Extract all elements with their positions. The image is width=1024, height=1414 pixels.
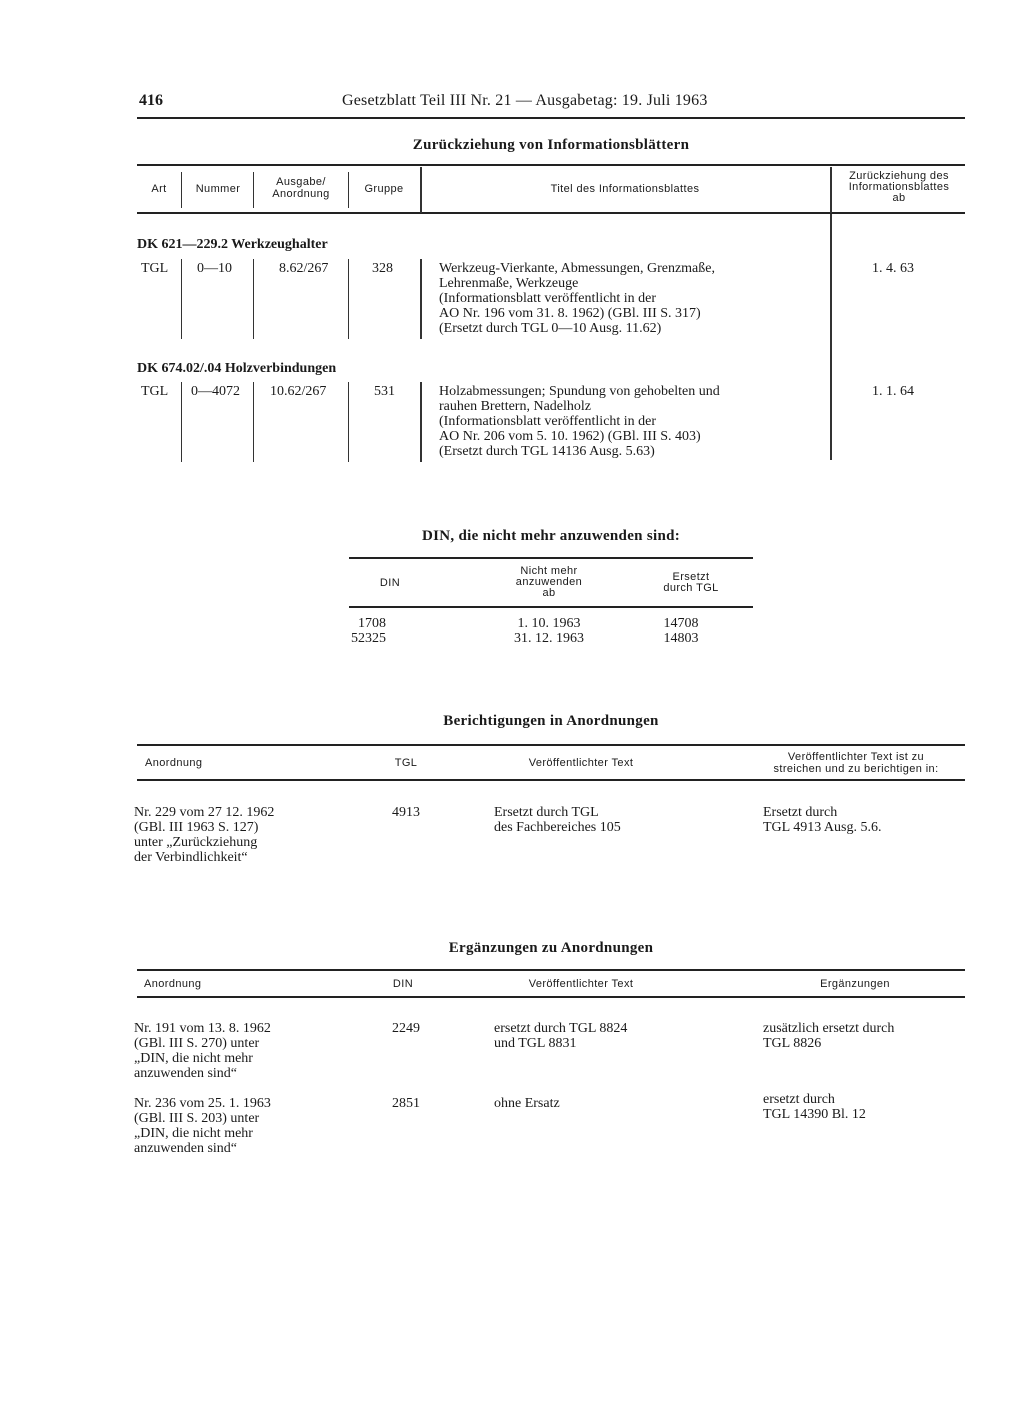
column-divider	[253, 382, 254, 462]
cell-anordnung: Nr. 229 vom 27 12. 1962 (GBl. III 1963 S. 127) unter „Zurückziehung der Verbindlichkeit“	[134, 805, 275, 865]
table-header-rule	[137, 996, 965, 998]
cell-ergaenzung: ersetzt durch TGL 14390 Bl. 12	[763, 1092, 866, 1122]
section-title: Berichtigungen in Anordnungen	[443, 713, 659, 729]
column-header-text: Veröffentlichter Text	[528, 757, 634, 769]
column-header-zurueckziehung: Zurückziehung des Informationsblattes ab	[848, 170, 950, 204]
cell-ersetzt-tgl: 14708	[663, 616, 699, 631]
cell-din: 2249	[392, 1021, 420, 1036]
column-divider	[181, 382, 182, 462]
cell-text: ohne Ersatz	[494, 1096, 560, 1111]
column-divider	[830, 167, 832, 213]
group-heading: DK 621—229.2 Werkzeughalter	[137, 237, 328, 252]
section-title: DIN, die nicht mehr anzuwenden sind:	[421, 528, 681, 544]
column-header-art: Art	[151, 183, 167, 195]
section-title: Zurückziehung von Informationsblättern	[412, 137, 690, 153]
column-header-titel: Titel des Informationsblattes	[550, 183, 700, 195]
page-number: 416	[139, 92, 163, 109]
table-top-rule	[137, 164, 965, 166]
cell-art: TGL	[141, 384, 169, 399]
cell-anordnung: Nr. 191 vom 13. 8. 1962 (GBl. III S. 270) unter „DIN, die nicht mehr anzuwenden sind“	[134, 1021, 271, 1081]
table-top-rule	[137, 744, 965, 746]
column-divider	[830, 214, 832, 460]
column-header-anordnung: Anordnung	[144, 978, 202, 990]
group-heading: DK 674.02/.04 Holzverbindungen	[137, 361, 337, 376]
cell-din: 1708	[358, 616, 386, 631]
column-header-ersetzt: Ersetzt durch TGL	[663, 571, 719, 594]
table-top-rule	[349, 557, 753, 559]
table-header-rule	[137, 779, 965, 781]
cell-ab: 1. 4. 63	[872, 261, 914, 276]
column-header-text: Veröffentlichter Text	[528, 978, 634, 990]
column-header-streichen: Veröffentlichter Text ist zu streichen und zu berichtigen in:	[773, 751, 939, 775]
cell-din: 52325	[351, 631, 386, 646]
cell-text: Ersetzt durch TGL des Fachbereiches 105	[494, 805, 621, 835]
column-divider	[348, 172, 349, 208]
column-header-ergaenzungen: Ergänzungen	[820, 978, 890, 990]
cell-text: ersetzt durch TGL 8824 und TGL 8831	[494, 1021, 628, 1051]
column-divider	[181, 259, 182, 339]
column-divider	[420, 167, 422, 213]
column-divider	[253, 172, 254, 208]
cell-ausgabe: 10.62/267	[270, 384, 327, 399]
column-divider	[420, 382, 422, 462]
column-header-nummer: Nummer	[195, 183, 241, 195]
cell-din: 2851	[392, 1096, 420, 1111]
section-title: Ergänzungen zu Anordnungen	[448, 940, 654, 956]
table-header-rule	[137, 212, 965, 214]
cell-anordnung: Nr. 236 vom 25. 1. 1963 (GBl. III S. 203) unter „DIN, die nicht mehr anzuwenden sind“	[134, 1096, 271, 1156]
column-header-din: DIN	[392, 978, 414, 990]
cell-nummer: 0—10	[197, 261, 232, 276]
cell-tgl: 4913	[392, 805, 420, 820]
table-top-rule	[137, 969, 965, 971]
running-title: Gesetzblatt Teil III Nr. 21 — Ausgabetag: 19. Juli 1963	[342, 92, 708, 109]
cell-berichtigung: Ersetzt durch TGL 4913 Ausg. 5.6.	[763, 805, 882, 835]
column-header-anordnung: Anordnung	[145, 757, 203, 769]
cell-gruppe: 328	[372, 261, 393, 276]
cell-art: TGL	[141, 261, 169, 276]
cell-nicht-mehr-ab: 31. 12. 1963	[514, 631, 584, 646]
cell-titel: Werkzeug-Vierkante, Abmessungen, Grenzmaße, Lehrenmaße, Werkzeuge (Informationsblatt veröffentlicht in der AO Nr. 196 vom 31. 8. 1962) (GBl. III S. 317) (Ersetzt durch TGL 0—10 Ausg. 11.62)	[439, 261, 715, 336]
column-divider	[253, 259, 254, 339]
column-divider	[181, 172, 182, 208]
column-divider	[348, 382, 349, 462]
column-header-nicht-mehr: Nicht mehr anzuwenden ab	[515, 565, 583, 599]
cell-nummer: 0—4072	[191, 384, 240, 399]
cell-ergaenzung: zusätzlich ersetzt durch TGL 8826	[763, 1021, 895, 1051]
cell-gruppe: 531	[374, 384, 395, 399]
column-header-ausgabe: Ausgabe/ Anordnung	[272, 176, 330, 200]
column-divider	[420, 259, 422, 339]
column-header-din: DIN	[379, 577, 401, 589]
cell-ausgabe: 8.62/267	[279, 261, 329, 276]
cell-nicht-mehr-ab: 1. 10. 1963	[517, 616, 581, 631]
header-rule	[137, 117, 965, 119]
column-divider	[348, 259, 349, 339]
cell-titel: Holzabmessungen; Spundung von gehobelten und rauhen Brettern, Nadelholz (Informationsblatt veröffentlicht in der AO Nr. 206 vom 5. 10. 1962) (GBl. III S. 403) (Ersetzt durch TGL 14136 Ausg. 5.63)	[439, 384, 720, 459]
column-header-gruppe: Gruppe	[364, 183, 404, 195]
cell-ersetzt-tgl: 14803	[663, 631, 699, 646]
cell-ab: 1. 1. 64	[872, 384, 914, 399]
column-header-tgl: TGL	[394, 757, 418, 769]
table-header-rule	[349, 606, 753, 608]
